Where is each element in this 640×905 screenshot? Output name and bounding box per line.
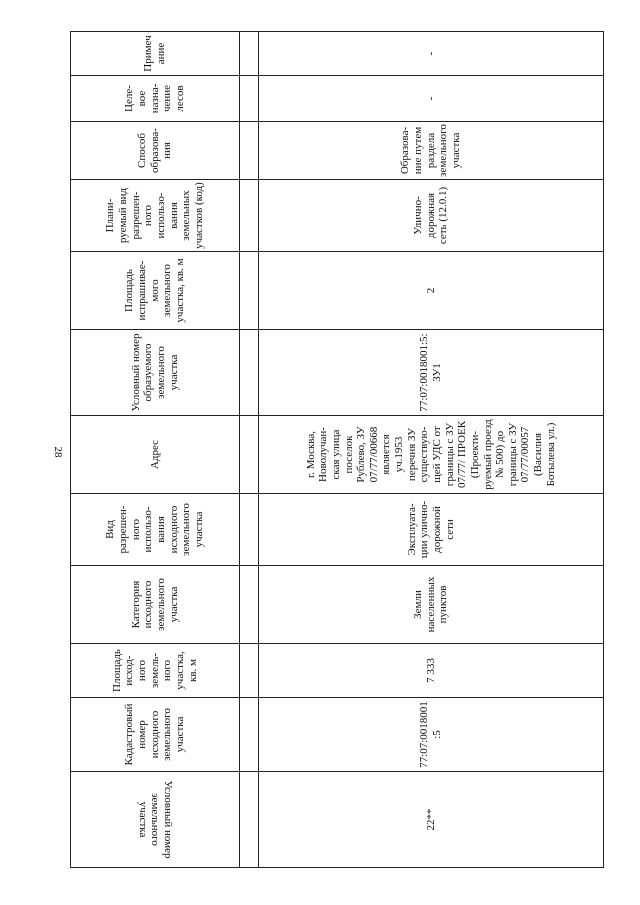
- table-cell: 22**: [259, 772, 604, 868]
- rotated-table-container: [70, 32, 604, 868]
- blank-cell: [240, 252, 259, 330]
- table-cell: 77:07:0018001:5:ЗУ1: [259, 330, 604, 416]
- table-cell: Образова-ние путем раздела земельного участка: [259, 122, 604, 180]
- blank-cell: [240, 772, 259, 868]
- header-cell: Целе-вое назна-чение лесов: [71, 76, 240, 122]
- header-cell: Плани-руемый вид разрешен-ного использо-вания земельных участков (код): [71, 180, 240, 252]
- table-cell: -: [259, 76, 604, 122]
- header-cell: Кадастровый номер исходного земельного участка: [71, 698, 240, 772]
- table-cell: 2: [259, 252, 604, 330]
- blank-cell: [240, 122, 259, 180]
- table-cell: 77:07:0018001:5: [259, 698, 604, 772]
- blank-cell: [240, 494, 259, 566]
- blank-cell: [240, 32, 259, 76]
- table-row: [259, 32, 604, 868]
- table-cell: -: [259, 32, 604, 76]
- blank-cell: [240, 416, 259, 494]
- blank-cell: [240, 76, 259, 122]
- rotated-table-area: [70, 32, 604, 868]
- blank-cell: [240, 180, 259, 252]
- header-cell: Категория исходного земельного участка: [71, 566, 240, 644]
- header-cell-text: Условный номер земельного участка: [136, 780, 174, 859]
- header-cell: Условный номер образуемого земельного участка: [71, 330, 240, 416]
- table-cell: 7 333: [259, 644, 604, 698]
- header-cell: Площадь испрашивае-мого земельного участка, кв. м: [71, 252, 240, 330]
- land-plot-table: [70, 31, 604, 868]
- header-cell: Способ образова-ния: [71, 122, 240, 180]
- header-cell: Примечание: [71, 32, 240, 76]
- header-cell: [71, 772, 240, 868]
- page-number: 28: [52, 446, 64, 458]
- table-header-row: [71, 32, 240, 868]
- blank-row: [240, 32, 259, 868]
- blank-cell: [240, 698, 259, 772]
- table-cell: Эксплуата-ции улично-дорожной сети: [259, 494, 604, 566]
- table-cell: Улично-дорожная сеть (12.0.1): [259, 180, 604, 252]
- blank-cell: [240, 330, 259, 416]
- table-cell: Земли населенных пунктов: [259, 566, 604, 644]
- header-cell: Вид разрешен-ного использо-вания исходного земельного участка: [71, 494, 240, 566]
- table-cell: г. Москва, Новолучан-ская улица поселок Рублево, ЗУ 07/77/00668 является уч.1953 перечня ЗУ существую-щей УДС от границы с ЗУ 07/77/ ПРОЕК (Проекти-руемый проезд № 500) до границы с ЗУ 07/77/00057 (Василия Ботылева ул.): [259, 416, 604, 494]
- blank-cell: [240, 566, 259, 644]
- header-cell: Площадь исход-ного земель-ного участка, кв. м: [71, 644, 240, 698]
- blank-cell: [240, 644, 259, 698]
- header-cell: Адрес: [71, 416, 240, 494]
